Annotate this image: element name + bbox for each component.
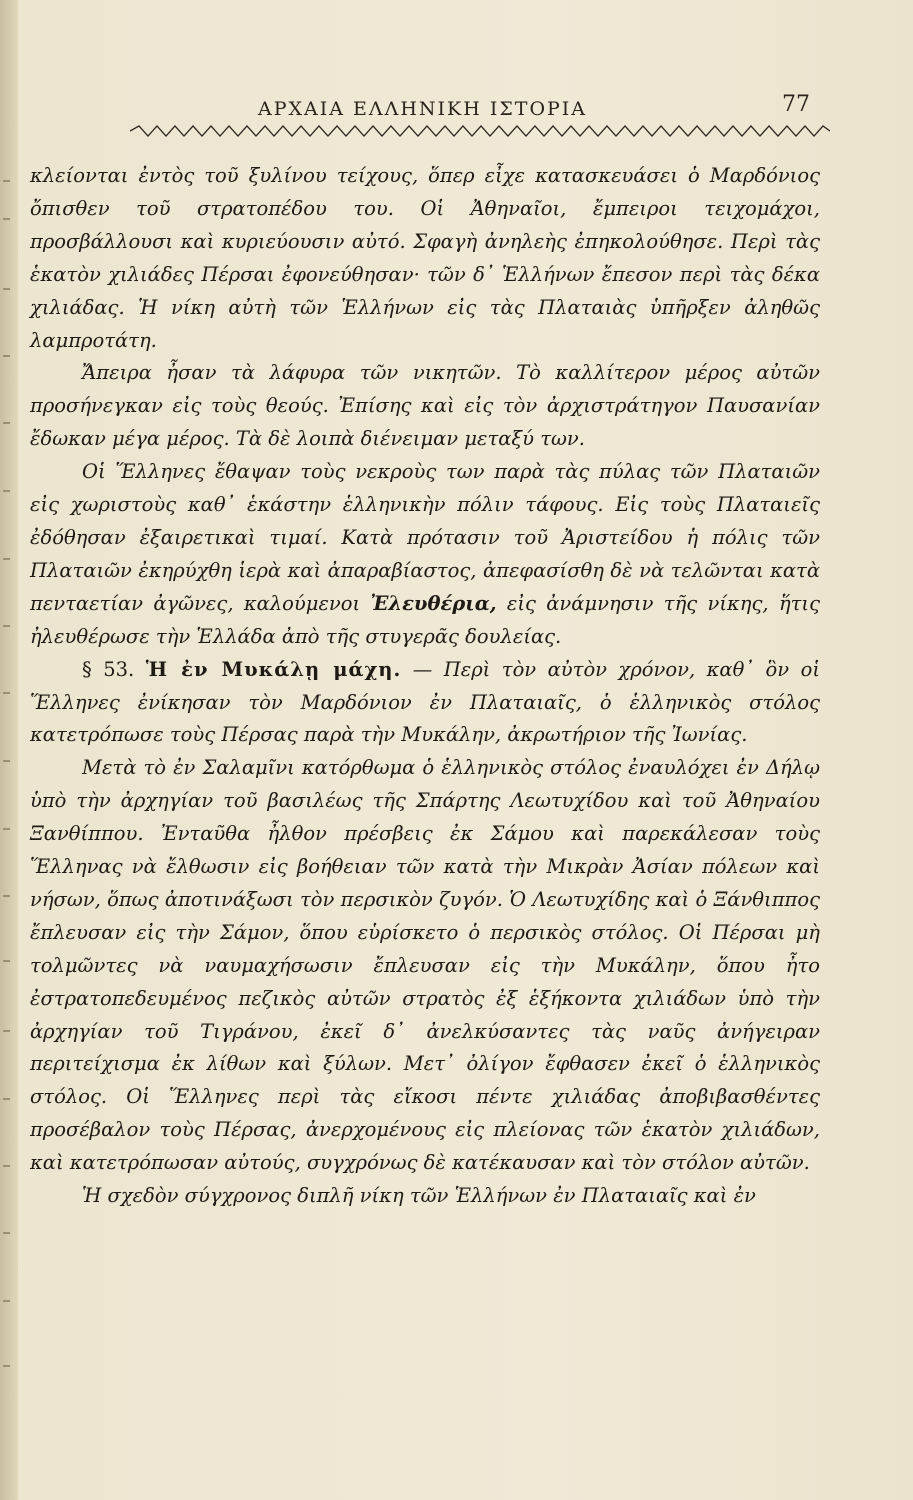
burial-text-end: εἰς ἀνάμνησιν τῆς νίκης, ἥτις ἠλευθέρωσε τὴν Ἑλλάδα ἀπὸ τῆς στυγερᾶς δουλείας. [30,591,820,648]
paragraph-final: Ἡ σχεδὸν σύγχρονος διπλῆ νίκη τῶν Ἑλλήνων ἐν Πλαταιαῖς καὶ ἐν [82,1184,756,1208]
gutter-edge-marks [0,160,20,1460]
paragraph-continued: κλείονται ἐντὸς τοῦ ξυλίνου τείχους, ὅπερ εἶχε κατασκευάσει ὁ Μαρδόνιος ὄπισθεν τοῦ στρατοπέδου του. Οἱ Ἀθηναῖοι, ἔμπειροι τειχομάχοι, προσβάλλουσι καὶ κυριεύουσιν αὐτό. Σφαγὴ ἀνηλεὴς ἐπηκολούθησε. Περὶ τὰς ἑκατὸν χιλιάδες Πέρσαι ἐφονεύθησαν· τῶν δ᾿ Ἑλλήνων ἔπεσον περὶ τὰς δέκα χιλιάδας. Ἡ νίκη αὐτὴ τῶν Ἑλλήνων εἰς τὰς Πλαταιὰς ὑπῆρξεν ἀληθῶς λαμπροτάτη. [30,164,820,352]
section-intro-text: — Περὶ τὸν αὐτὸν χρόνον, καθ᾿ ὃν οἱ Ἕλληνες ἐνίκησαν τὸν Μαρδόνιον ἐν Πλαταιαῖς, ὁ ἑλληνικὸς στόλος κατετρόπωσε τοὺς Πέρσας παρὰ τὴν Μυκάλην, ἀκρωτήριον τῆς Ἰωνίας. [30,657,821,747]
decorative-rule [130,124,830,138]
festival-name: Ἐλευθέρια, [370,591,497,615]
burial-text-start: Οἱ Ἕλληνες ἔθαψαν τοὺς νεκροὺς των παρὰ τὰς πύλας τῶν Πλαταιῶν εἰς χωριστοὺς καθ᾿ ἑκάστην ἑλληνικὴν πόλιν τάφους. Εἰς τοὺς Πλαταιεῖς ἐδόθησαν ἐξαιρετικαὶ τιμαί. Κατὰ πρότασιν τοῦ Ἀριστείδου ἡ πόλις τῶν Πλαταιῶν ἐκηρύχθη ἱερὰ καὶ ἀπαραβίαστος, ἀπεφασίσθη δὲ νὰ τελῶνται κατὰ πενταετίαν ἀγῶνες, καλούμενοι [30,460,820,615]
running-title: ΑΡΧΑΙΑ ΕΛΛΗΝΙΚΗ ΙΣΤΟΡΙΑ [258,98,588,120]
section-number: § 53. [82,657,135,681]
paragraph-spoils: Ἄπειρα ἦσαν τὰ λάφυρα τῶν νικητῶν. Τὸ καλλίτερον μέρος αὐτῶν προσήνεγκαν εἰς τοὺς θεούς. Ἐπίσης καὶ εἰς τὸν ἀρχιστράτηγον Παυσανίαν ἔδωκαν μέγα μέρος. Τὰ δὲ λοιπὰ διένειμαν μεταξύ των. [30,361,820,451]
paragraph-burial [30,456,820,653]
page-number: 77 [782,92,810,117]
section-title: Ἡ ἐν Μυκάλῃ μάχη. [145,657,402,681]
paragraph-mycale: Μετὰ τὸ ἐν Σαλαμῖνι κατόρθωμα ὁ ἑλληνικὸς στόλος ἐναυλόχει ἐν Δήλῳ ὑπὸ τὴν ἀρχηγίαν τοῦ βασιλέως τῆς Σπάρτης Λεωτυχίδου καὶ τοῦ Ἀθηναίου Ξανθίππου. Ἐνταῦθα ἦλθον πρέσβεις ἐκ Σάμου καὶ παρεκάλεσαν τοὺς Ἕλληνας νὰ ἔλθωσιν εἰς βοήθειαν τῶν κατὰ τὴν Μικρὰν Ἀσίαν πόλεων καὶ νήσων, ὅπως ἀποτινάξωσι τὸν περσικὸν ζυγόν. Ὁ Λεωτυχίδης καὶ ὁ Ξάνθιππος ἔπλευσαν εἰς τὴν Σάμον, ὅπου εὑρίσκετο ὁ περσικὸς στόλος. Οἱ Πέρσαι μὴ τολμῶντες νὰ ναυμαχήσωσιν ἔπλευσαν εἰς τὴν Μυκάλην, ὅπου ἦτο ἐστρατοπεδευμένος πεζικὸς αὐτῶν στρατὸς ἐξ ἑξήκοντα χιλιάδων ὑπὸ τὴν ἀρχηγίαν τοῦ Τιγράνου, ἐκεῖ δ᾿ ἀνελκύσαντες τὰς ναῦς ἀνήγειραν περιτείχισμα ἐκ λίθων καὶ ξύλων. Μετ᾿ ὀλίγον ἔφθασεν ἐκεῖ ὁ ἑλληνικὸς στόλος. Οἱ Ἕλληνες περὶ τὰς εἴκοσι πέντε χιλιάδας ἀποβιβασθέντες προσέβαλον τοὺς Πέρσας, ἀνερχομένους εἰς πλείονας τῶν ἑκατὸν χιλιάδων, καὶ κατετρόπωσαν αὐτούς, συγχρόνως δὲ κατέκαυσαν καὶ τὸν στόλον αὐτῶν. [30,756,820,1175]
body-text [30,160,820,1213]
section-53-paragraph [30,654,820,753]
